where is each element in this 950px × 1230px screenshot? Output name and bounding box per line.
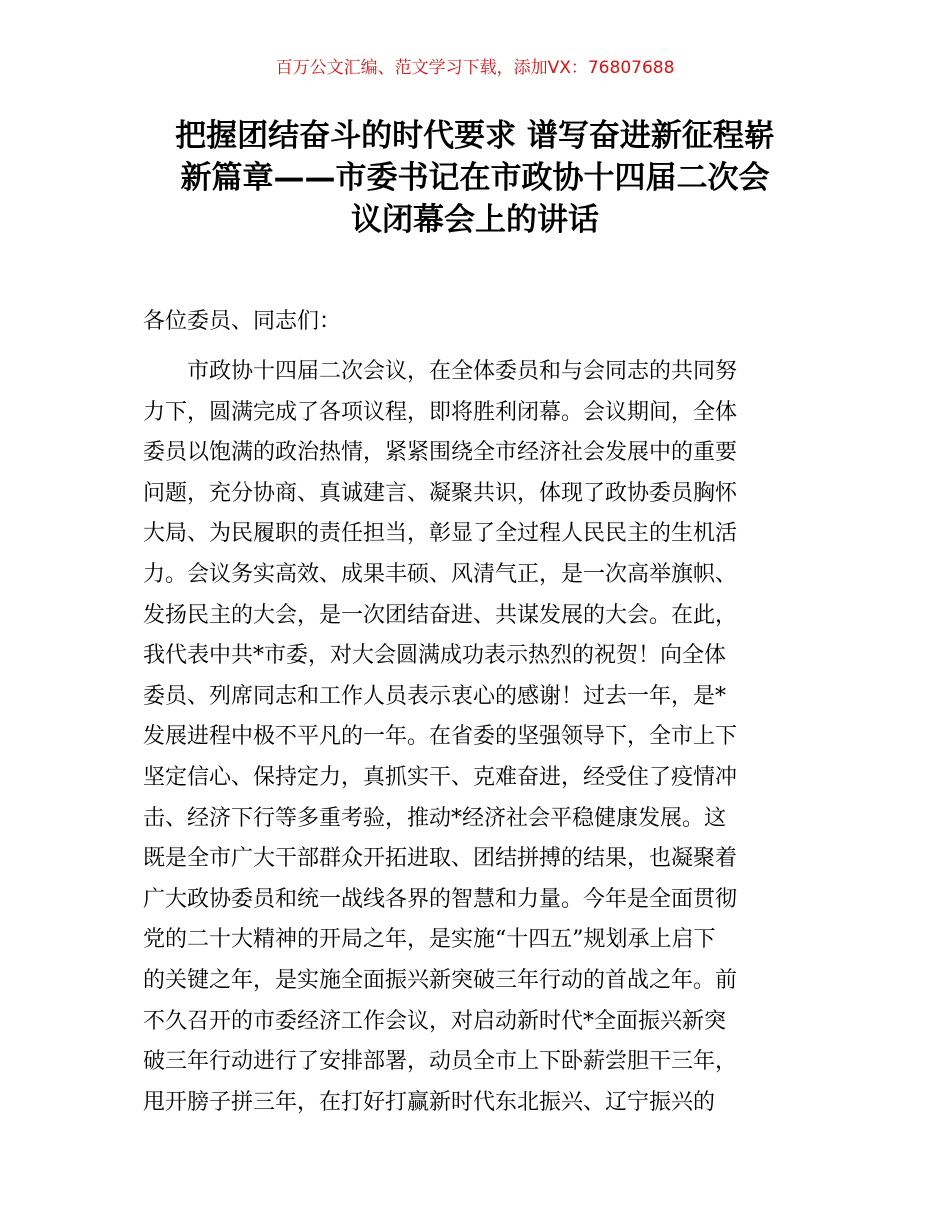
paragraph-line: 广大政协委员和统一战线各界的智慧和力量。今年是全面贯彻 (143, 886, 738, 912)
paragraph-line: 发扬民主的大会，是一次团结奋进、共谋发展的大会。在此， (143, 602, 738, 628)
speech-paragraph (143, 352, 823, 1123)
paragraph-line: 问题，充分协商、真诚建言、凝聚共识，体现了政协委员胸怀 (143, 480, 738, 506)
paragraph-line: 发展进程中极不平凡的一年。在省委的坚强领导下，全市上下 (143, 724, 738, 750)
paragraph-line: 击、经济下行等多重考验，推动*经济社会平稳健康发展。这 (143, 805, 727, 831)
paragraph-line: 不久召开的市委经济工作会议，对启动新时代*全面振兴新突 (143, 1008, 727, 1034)
paragraph-line: 甩开膀子拼三年，在打好打赢新时代东北振兴、辽宁振兴的 (143, 1089, 716, 1115)
paragraph-line: 市政协十四届二次会议，在全体委员和与会同志的共同努 (143, 359, 738, 384)
paragraph-line: 既是全市广大干部群众开拓进取、团结拼搏的结果，也凝聚着 (143, 846, 738, 872)
title-line: 新篇章——市委书记在市政协十四届二次会 (180, 160, 770, 196)
paragraph-line: 破三年行动进行了安排部署，动员全市上下卧薪尝胆干三年， (143, 1049, 738, 1075)
paragraph-line: 的关键之年，是实施全面振兴新突破三年行动的首战之年。前 (143, 967, 738, 993)
paragraph-line: 党的二十大精神的开局之年，是实施“十四五”规划承上启下 (143, 927, 716, 953)
paragraph-line: 力下，圆满完成了各项议程，即将胜利闭幕。会议期间，全体 (143, 399, 738, 425)
salutation: 各位委员、同志们： (143, 309, 342, 334)
paragraph-line: 坚定信心、保持定力，真抓实干、克难奋进，经受住了疫情冲 (143, 764, 738, 790)
paragraph-line: 我代表中共*市委，对大会圆满成功表示热烈的祝贺！向全体 (143, 643, 727, 669)
document-title (110, 115, 840, 241)
title-line: 议闭幕会上的讲话 (351, 202, 599, 238)
paragraph-line: 大局、为民履职的责任担当，彰显了全过程人民民主的生机活 (143, 521, 738, 547)
title-line: 把握团结奋斗的时代要求 谱写奋进新征程崭 (175, 118, 775, 154)
watermark-banner: 百万公文汇编、范文学习下载，添加VX：76807688 (275, 58, 675, 78)
paragraph-line: 力。会议务实高效、成果丰硕、风清气正，是一次高举旗帜、 (143, 561, 738, 587)
paragraph-line: 委员、列席同志和工作人员表示衷心的感谢！过去一年，是* (143, 683, 727, 709)
paragraph-line: 委员以饱满的政治热情，紧紧围绕全市经济社会发展中的重要 (143, 440, 738, 466)
